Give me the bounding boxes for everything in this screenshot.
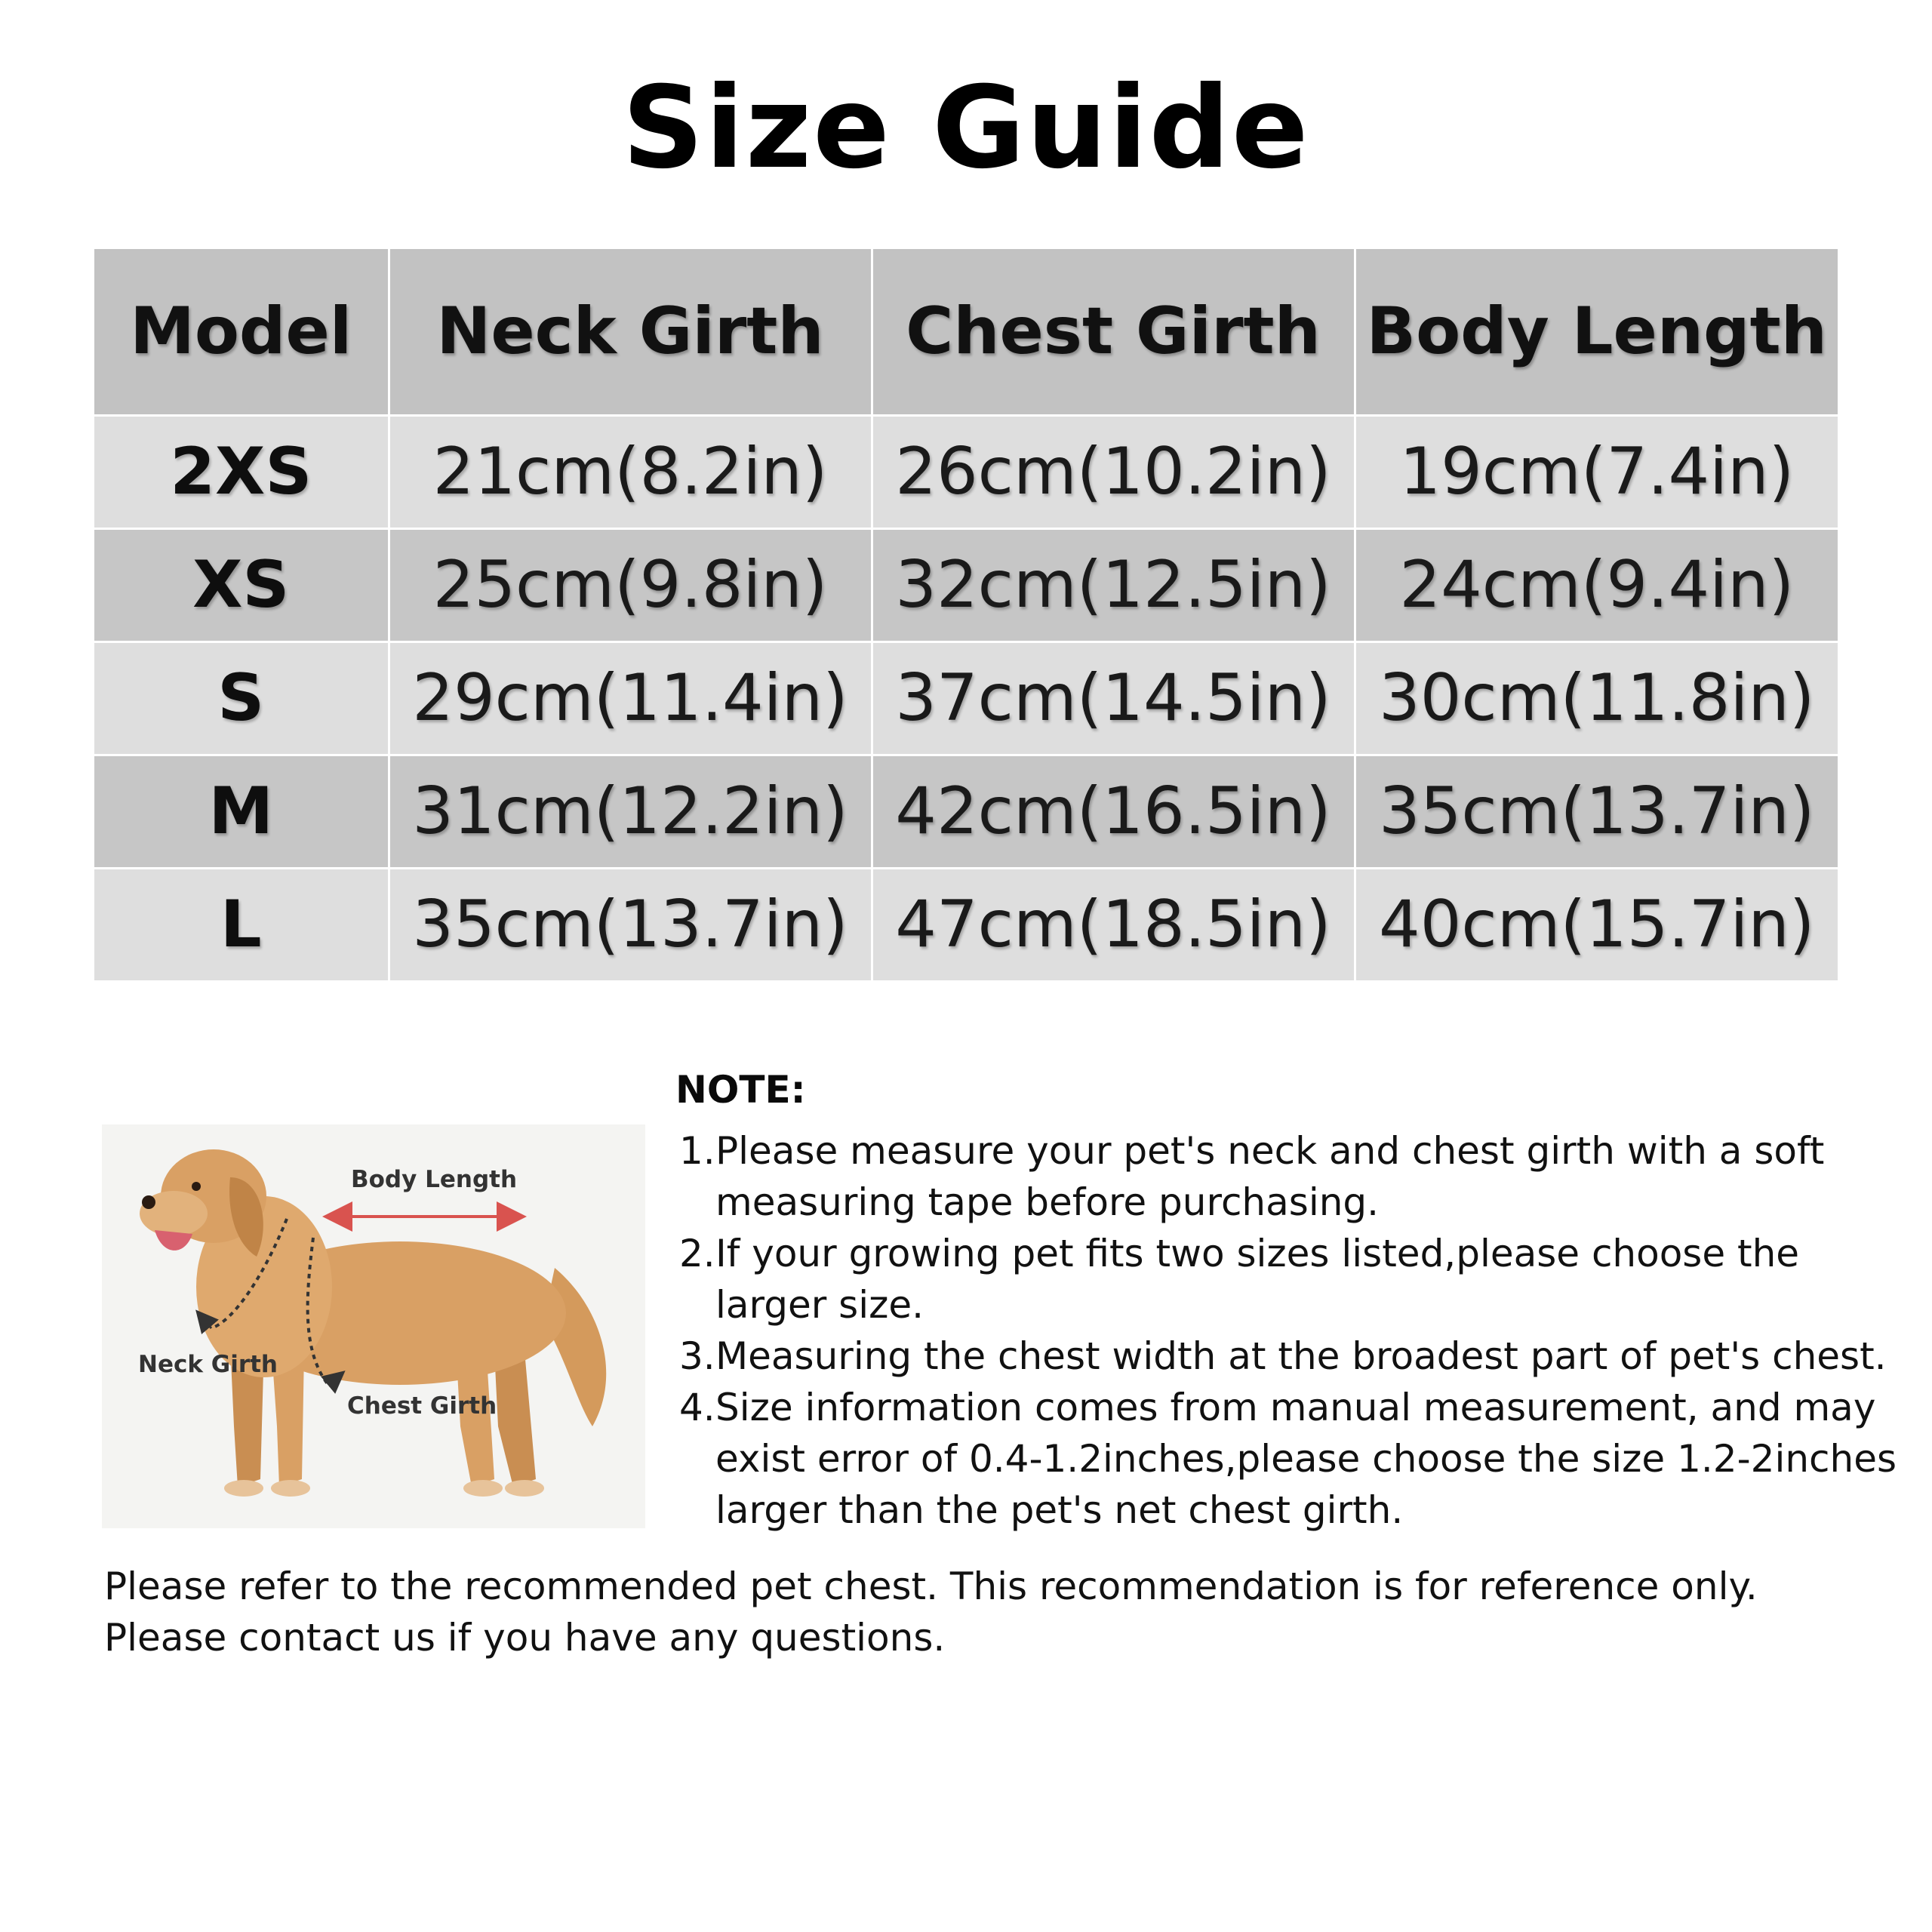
table-row bbox=[94, 528, 1838, 641]
neck-girth-label: Neck Girth bbox=[138, 1351, 278, 1378]
note-number: 4. bbox=[679, 1386, 715, 1429]
note-text: Please measure your pet's neck and chest girth with a soft measuring tape before purchasing. bbox=[715, 1129, 1825, 1224]
note-item bbox=[675, 1331, 1913, 1382]
table-row bbox=[94, 755, 1838, 868]
header-body-length: Body Length bbox=[1355, 249, 1838, 415]
note-item bbox=[675, 1125, 1913, 1228]
cell-chest-girth: 47cm(18.5in) bbox=[872, 868, 1355, 981]
size-table bbox=[94, 249, 1838, 983]
footer-line-2: Please contact us if you have any questions. bbox=[104, 1616, 946, 1660]
cell-body-length: 30cm(11.8in) bbox=[1355, 641, 1838, 755]
body-length-label: Body Length bbox=[351, 1166, 518, 1193]
cell-neck-girth: 29cm(11.4in) bbox=[389, 641, 872, 755]
table-row bbox=[94, 868, 1838, 981]
note-text: Size information comes from manual measurement, and may exist error of 0.4-1.2inches,please choose the size 1.2-2inches larger than the pet's net chest girth. bbox=[715, 1386, 1897, 1532]
cell-neck-girth: 31cm(12.2in) bbox=[389, 755, 872, 868]
header-neck-girth: Neck Girth bbox=[389, 249, 872, 415]
note-text: If your growing pet fits two sizes listed,please choose the larger size. bbox=[715, 1232, 1800, 1327]
cell-neck-girth: 25cm(9.8in) bbox=[389, 528, 872, 641]
cell-body-length: 35cm(13.7in) bbox=[1355, 755, 1838, 868]
header-model: Model bbox=[94, 249, 389, 415]
cell-chest-girth: 37cm(14.5in) bbox=[872, 641, 1355, 755]
cell-chest-girth: 32cm(12.5in) bbox=[872, 528, 1355, 641]
footer-line-1: Please refer to the recommended pet chest. This recommendation is for reference only. bbox=[104, 1564, 1758, 1608]
cell-body-length: 19cm(7.4in) bbox=[1355, 415, 1838, 528]
header-chest-girth: Chest Girth bbox=[872, 249, 1355, 415]
note-item bbox=[675, 1228, 1913, 1331]
cell-model: S bbox=[94, 641, 389, 755]
cell-neck-girth: 21cm(8.2in) bbox=[389, 415, 872, 528]
cell-body-length: 24cm(9.4in) bbox=[1355, 528, 1838, 641]
cell-chest-girth: 42cm(16.5in) bbox=[872, 755, 1355, 868]
cell-chest-girth: 26cm(10.2in) bbox=[872, 415, 1355, 528]
note-section bbox=[675, 1068, 1913, 1536]
note-number: 1. bbox=[679, 1129, 715, 1173]
footer-text bbox=[104, 1561, 1900, 1663]
cell-model: M bbox=[94, 755, 389, 868]
note-number: 3. bbox=[679, 1334, 715, 1378]
cell-model: XS bbox=[94, 528, 389, 641]
cell-model: L bbox=[94, 868, 389, 981]
cell-neck-girth: 35cm(13.7in) bbox=[389, 868, 872, 981]
chest-girth-label: Chest Girth bbox=[347, 1392, 497, 1420]
page-title: Size Guide bbox=[622, 63, 1310, 194]
dog-shape bbox=[140, 1149, 606, 1497]
cell-model: 2XS bbox=[94, 415, 389, 528]
note-heading: NOTE: bbox=[675, 1068, 806, 1112]
table-row bbox=[94, 415, 1838, 528]
table-row bbox=[94, 641, 1838, 755]
table-header-row bbox=[94, 249, 1838, 415]
note-list bbox=[675, 1125, 1913, 1536]
note-number: 2. bbox=[679, 1232, 715, 1275]
cell-body-length: 40cm(15.7in) bbox=[1355, 868, 1838, 981]
dog-measurement-diagram bbox=[102, 1124, 645, 1528]
note-item bbox=[675, 1382, 1913, 1536]
note-text: Measuring the chest width at the broadest part of pet's chest. bbox=[715, 1334, 1887, 1378]
